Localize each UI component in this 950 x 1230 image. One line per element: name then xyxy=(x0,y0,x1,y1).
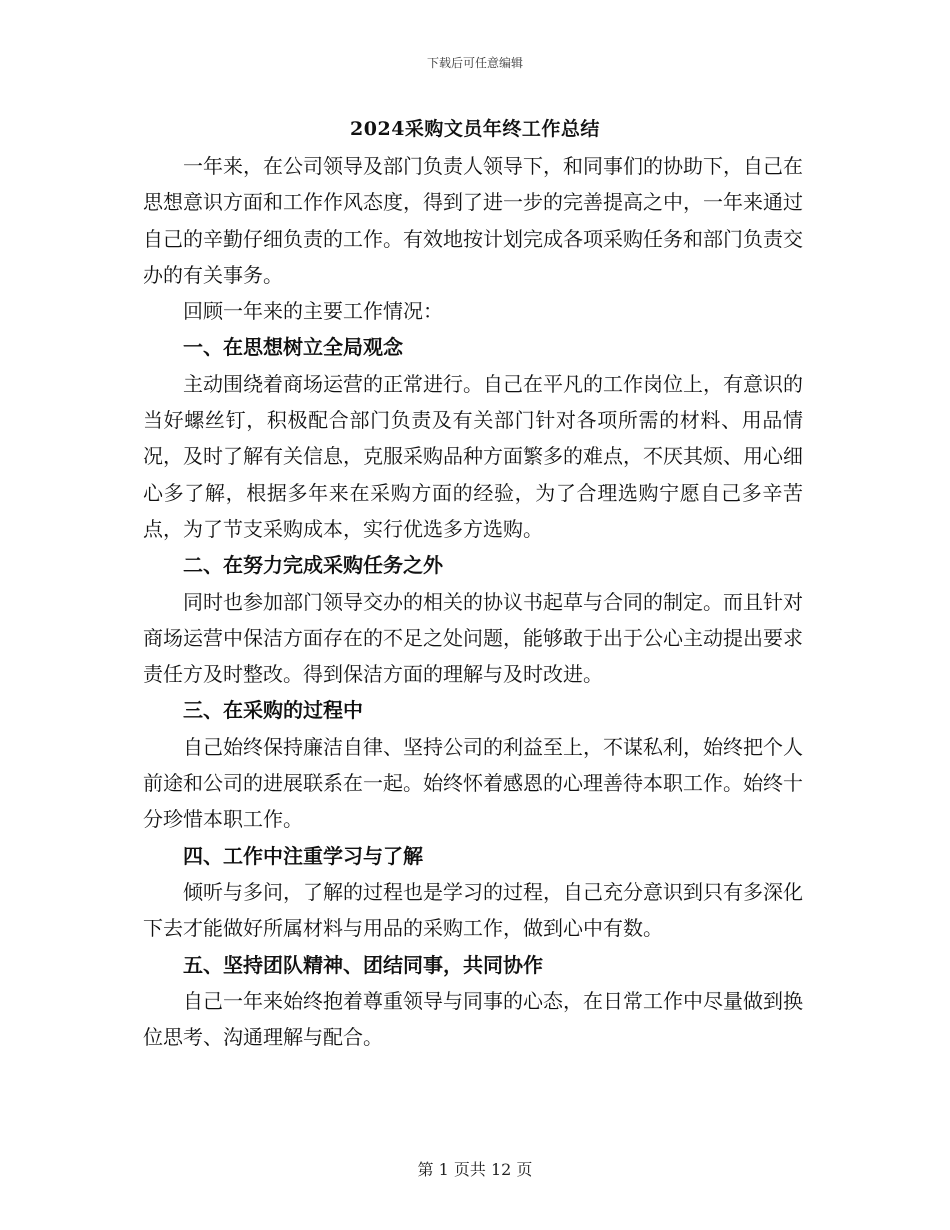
section-1-body: 主动围绕着商场运营的正常进行。自己在平凡的工作岗位上，有意识的当好螺丝钉，积极配合部门负责及有关部门针对各项所需的材料、用品情况，及时了解有关信息，克服采购品种方面繁多的难点，不厌其烦、用心细心多了解，根据多年来在采购方面的经验，为了合理选购宁愿自己多辛苦点，为了节支采购成本，实行优选多方选购。 xyxy=(143,371,803,541)
section-2-body: 同时也参加部门领导交办的相关的协议书起草与合同的制定。而且针对商场运营中保洁方面存在的不足之处问题，能够敢于出于公心主动提出要求责任方及时整改。得到保洁方面的理解与及时改进。 xyxy=(143,589,803,687)
intro-paragraph: 一年来，在公司领导及部门负责人领导下，和同事们的协助下，自己在思想意识方面和工作作风态度，得到了进一步的完善提高之中，一年来通过自己的辛勤仔细负责的工作。有效地按计划完成各项采购任务和部门负责交办的有关事务。 xyxy=(143,154,803,287)
section-3-heading: 三、在采购的过程中 xyxy=(183,698,363,723)
page-header: 下载后可任意编辑 xyxy=(426,56,523,70)
section-1-heading: 一、在思想树立全局观念 xyxy=(183,335,403,360)
page-footer: 第 1 页共 12 页 xyxy=(417,1160,533,1179)
document-body xyxy=(143,148,803,1055)
section-3-body: 自己始终保持廉洁自律、坚持公司的利益至上，不谋私利，始终把个人前途和公司的进展联系在一起。始终怀着感恩的心理善待本职工作。始终十分珍惜本职工作。 xyxy=(143,734,803,832)
intro-lead-in: 回顾一年来的主要工作情况： xyxy=(183,299,443,324)
document-title: 2024采购文员年终工作总结 xyxy=(350,118,600,140)
section-5-heading: 五、坚持团队精神、团结同事，共同协作 xyxy=(183,952,543,977)
section-2-heading: 二、在努力完成采购任务之外 xyxy=(183,553,443,578)
section-4-heading: 四、工作中注重学习与了解 xyxy=(183,843,423,868)
section-5-body: 自己一年来始终抱着尊重领导与同事的心态，在日常工作中尽量做到换位思考、沟通理解与配合。 xyxy=(143,988,803,1050)
section-4-body: 倾听与多问，了解的过程也是学习的过程，自己充分意识到只有多深化下去才能做好所属材料与用品的采购工作，做到心中有数。 xyxy=(143,879,803,941)
